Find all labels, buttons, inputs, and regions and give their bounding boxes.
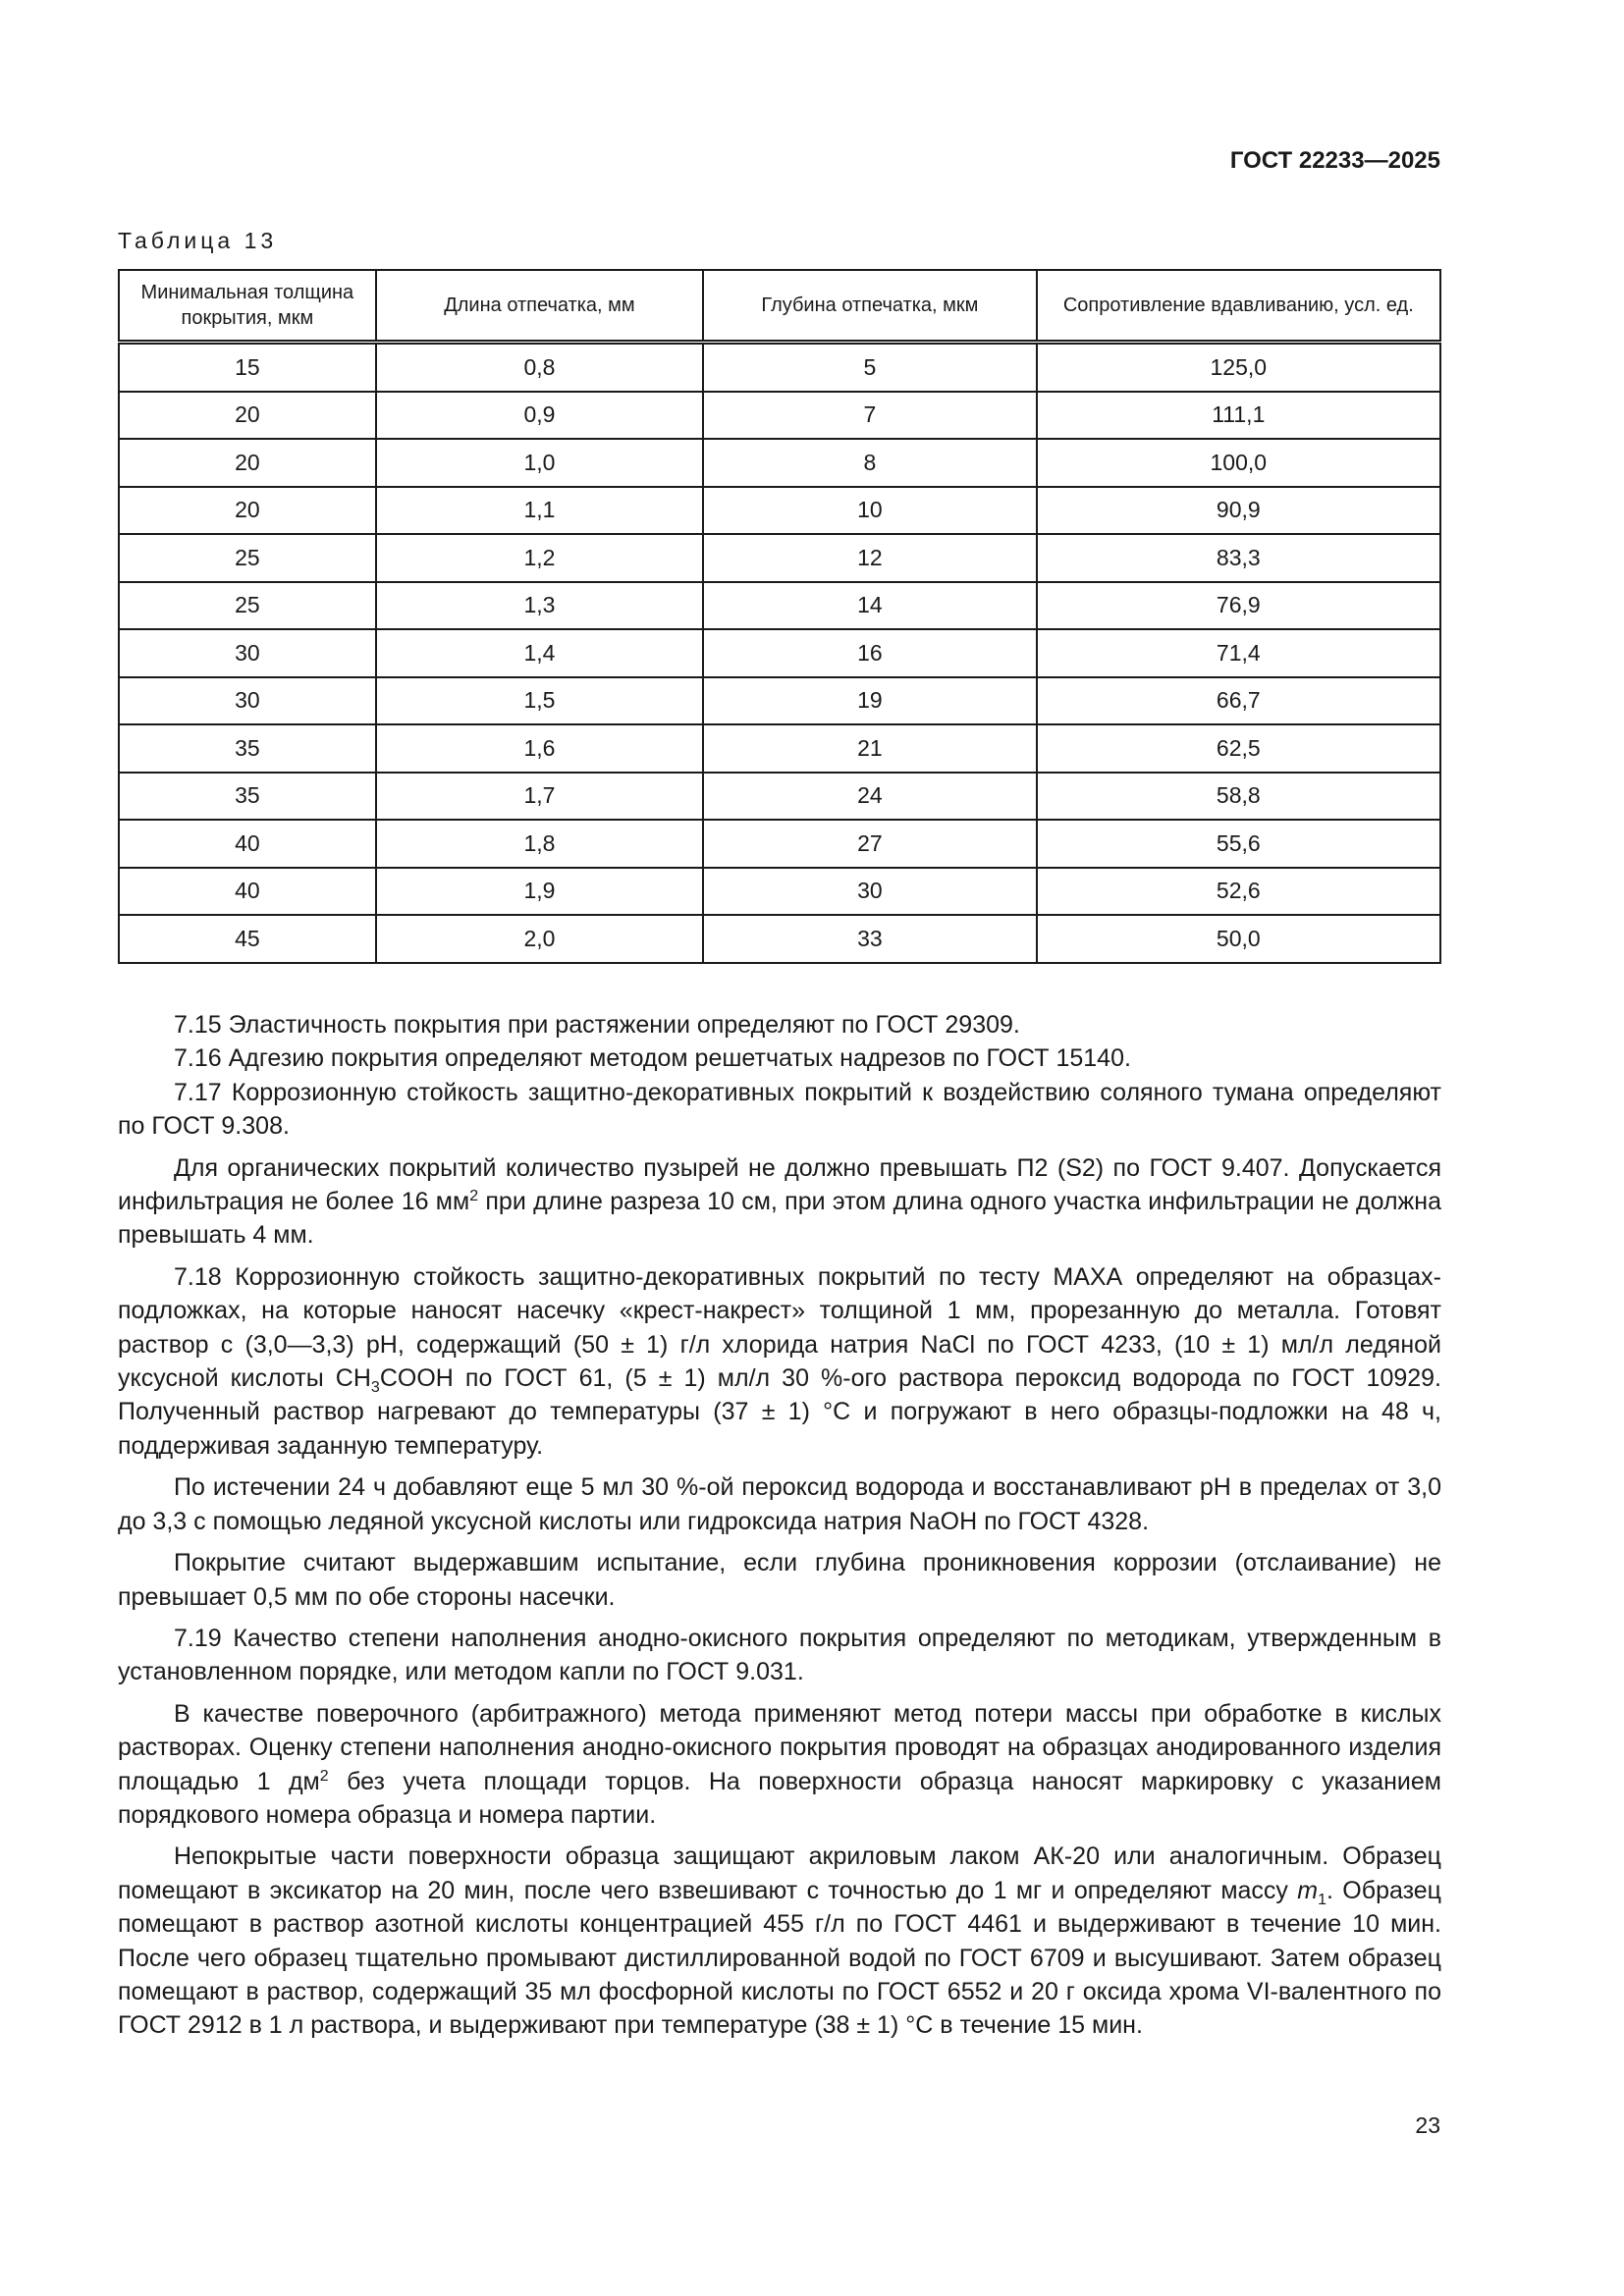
table-cell: 7 xyxy=(703,392,1036,440)
table-row xyxy=(119,820,1440,868)
table-cell: 2,0 xyxy=(376,915,703,963)
table-cell: 12 xyxy=(703,534,1036,582)
table-row xyxy=(119,773,1440,821)
table-cell: 20 xyxy=(119,392,376,440)
table-cell: 111,1 xyxy=(1037,392,1440,440)
table-cell: 62,5 xyxy=(1037,724,1440,773)
table-cell: 1,0 xyxy=(376,439,703,487)
paragraph: 7.19 Качество степени наполнения анодно-окисного покрытия определяют по методикам, утвержденным в установленном порядке, или методом капли по ГОСТ 9.031. xyxy=(118,1624,1441,1686)
table-cell: 83,3 xyxy=(1037,534,1440,582)
table-cell: 1,7 xyxy=(376,773,703,821)
table-cell: 35 xyxy=(119,724,376,773)
paragraph: В качестве поверочного (арбитражного) метода применяют метод потери массы при обработке в кислых растворах. Оценку степени наполнения анодно-окисного покрытия проводят на образцах анодированного изделия площадью 1 $дм^2$ без учета площади торцов. На поверхности образца наносят маркировку с указанием порядкового номера образца и номера партии. xyxy=(118,1699,1441,1829)
table-cell: 71,4 xyxy=(1037,629,1440,677)
table-cell: 58,8 xyxy=(1037,773,1440,821)
table-cell: 52,6 xyxy=(1037,868,1440,916)
paragraph: Покрытие считают выдержавшим испытание, если глубина проникновения коррозии (отслаивание) не превышает 0,5 мм по обе стороны насечки. xyxy=(118,1549,1441,1611)
table-cell: 5 xyxy=(703,343,1036,392)
table-cell: 20 xyxy=(119,439,376,487)
table-row xyxy=(119,629,1440,677)
table-row xyxy=(119,915,1440,963)
column-header-indentation-resistance: Сопротивление вдавливанию, усл. ед. xyxy=(1037,270,1440,343)
table-cell: 1,3 xyxy=(376,582,703,630)
table-header-row xyxy=(119,270,1440,343)
table-row xyxy=(119,868,1440,916)
table-cell: 30 xyxy=(703,868,1036,916)
table-row xyxy=(119,582,1440,630)
column-header-min-thickness: Минимальная толщина покрытия, мкм xyxy=(119,270,376,343)
column-header-imprint-length: Длина отпечатка, мм xyxy=(376,270,703,343)
table-cell: 0,8 xyxy=(376,343,703,392)
table-cell: 100,0 xyxy=(1037,439,1440,487)
table-cell: 33 xyxy=(703,915,1036,963)
table-row xyxy=(119,724,1440,773)
table-cell: 8 xyxy=(703,439,1036,487)
table-cell: 15 xyxy=(119,343,376,392)
table-cell: 30 xyxy=(119,629,376,677)
table-cell: 25 xyxy=(119,534,376,582)
table-cell: 0,9 xyxy=(376,392,703,440)
table-cell: 55,6 xyxy=(1037,820,1440,868)
table-cell: 16 xyxy=(703,629,1036,677)
page-number: 23 xyxy=(1415,2112,1440,2138)
table-cell: 24 xyxy=(703,773,1036,821)
document-header: ГОСТ 22233—2025 xyxy=(1229,147,1440,174)
paragraph: Непокрытые части поверхности образца защищают акриловым лаком АК-20 или аналогичным. Образец помещают в эксикатор на 20 мин, после чего взвешивают с точностью до 1 мг и определяют массу $m_1$. Образец помещают в раствор азотной кислоты концентрацией 455 г/л по ГОСТ 4461 и выдерживают в течение 10 мин. После чего образец тщательно промывают дистиллированной водой по ГОСТ 6709 и высушивают. Затем образец помещают в раствор, содержащий 35 мл фосфорной кислоты по ГОСТ 6552 и 20 г оксида хрома VI-валентного по ГОСТ 2912 в 1 л раствора, и выдерживают при температуре (38 ± 1) °С в течение 15 мин. xyxy=(118,1842,1441,2040)
table-row xyxy=(119,487,1440,535)
table-cell: 1,4 xyxy=(376,629,703,677)
table-cell: 1,6 xyxy=(376,724,703,773)
column-header-imprint-depth: Глубина отпечатка, мкм xyxy=(703,270,1036,343)
table-cell: 45 xyxy=(119,915,376,963)
table-cell: 1,1 xyxy=(376,487,703,535)
table-cell: 66,7 xyxy=(1037,677,1440,725)
table-cell: 14 xyxy=(703,582,1036,630)
table-caption: Таблица 13 xyxy=(118,228,278,253)
table-row xyxy=(119,677,1440,725)
table-cell: 125,0 xyxy=(1037,343,1440,392)
table-cell: 1,8 xyxy=(376,820,703,868)
paragraph: 7.17 Коррозионную стойкость защитно-декоративных покрытий к воздействию соляного тумана определяют по ГОСТ 9.308. xyxy=(118,1078,1441,1141)
table-cell: 35 xyxy=(119,773,376,821)
paragraph: 7.16 Адгезию покрытия определяют методом решетчатых надрезов по ГОСТ 15140. xyxy=(174,1044,1131,1073)
table-row xyxy=(119,392,1440,440)
table-cell: 19 xyxy=(703,677,1036,725)
table-cell: 21 xyxy=(703,724,1036,773)
table-cell: 76,9 xyxy=(1037,582,1440,630)
table-cell: 10 xyxy=(703,487,1036,535)
paragraph: Для органических покрытий количество пузырей не должно превышать П2 (S2) по ГОСТ 9.407. Допускается инфильтрация не более 16 $мм^2$ при длине разреза 10 см, при этом длина одного участка инфильтрации не должна превышать 4 мм. xyxy=(118,1153,1441,1250)
table-row xyxy=(119,439,1440,487)
table-cell: 90,9 xyxy=(1037,487,1440,535)
table-cell: 30 xyxy=(119,677,376,725)
table-cell: 1,5 xyxy=(376,677,703,725)
table-cell: 1,2 xyxy=(376,534,703,582)
paragraph: 7.18 Коррозионную стойкость защитно-декоративных покрытий по тесту МАХА определяют на образцах-подложках, на которые наносят насечку «крест-накрест» толщиной 1 мм, прорезанную до металла. Готовят раствор с (3,0—3,3) pH, содержащий (50 ± 1) г/л хлорида натрия NaCl по ГОСТ 4233, (10 ± 1) мл/л ледяной уксусной кислоты $CH_3COOH$ по ГОСТ 61, (5 ± 1) мл/л 30 %-ого раствора пероксид водорода по ГОСТ 10929. Полученный раствор нагревают до температуры (37 ± 1) °С и погружают в него образцы-подложки на 48 ч, поддерживая заданную температуру. xyxy=(118,1262,1442,1460)
paragraph: По истечении 24 ч добавляют еще 5 мл 30 %-ой пероксид водорода и восстанавливают pH в пределах от 3,0 до 3,3 с помощью ледяной уксусной кислоты или гидроксида натрия NaOH по ГОСТ 4328. xyxy=(118,1473,1441,1535)
table-cell: 40 xyxy=(119,820,376,868)
table-cell: 40 xyxy=(119,868,376,916)
table-cell: 20 xyxy=(119,487,376,535)
paragraph: 7.15 Эластичность покрытия при растяжении определяют по ГОСТ 29309. xyxy=(174,1011,1020,1039)
body-text xyxy=(118,1008,1441,2043)
table-cell: 50,0 xyxy=(1037,915,1440,963)
table-row xyxy=(119,343,1440,392)
table-row xyxy=(119,534,1440,582)
table-cell: 27 xyxy=(703,820,1036,868)
data-table xyxy=(118,269,1441,964)
table-cell: 25 xyxy=(119,582,376,630)
table-cell: 1,9 xyxy=(376,868,703,916)
